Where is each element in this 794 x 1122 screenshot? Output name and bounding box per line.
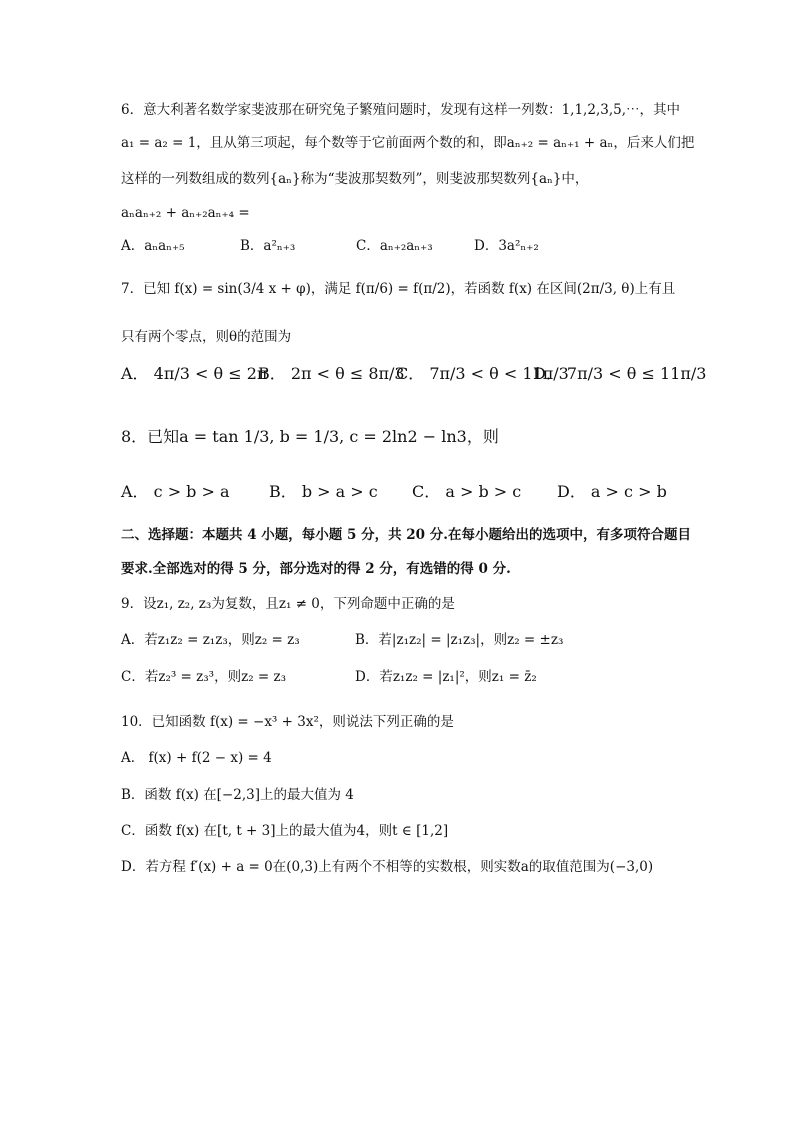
q10-line-1: 10．已知函数 f(x) = −x³ + 3x²，则说法下列正确的是 — [121, 714, 454, 730]
q7-option-a: A． 4π/3 < θ ≤ 2π — [121, 364, 268, 383]
section-2-heading-line-2: 要求.全部选对的得 5 分，部分选对的得 2 分，有选错的得 0 分. — [121, 561, 511, 577]
q8-option-b: B． b > a > c — [269, 482, 378, 501]
q6-line-3: 这样的一列数组成的数列{aₙ}称为“斐波那契数列”，则斐波那契数列{aₙ}中， — [121, 171, 589, 187]
q7-option-c: C． 7π/3 < θ < 11π/3 — [396, 364, 569, 383]
q7-line-2: 只有两个零点，则θ的范围为 — [121, 329, 292, 345]
q6-option-a: A．aₙaₙ₊₅ — [121, 238, 185, 254]
q7-line-1: 7．已知 f(x) = sin(3/4 x + φ)，满足 f(π/6) = f(π/2)，若函数 f(x) 在区间(2π/3, θ)上有且 — [121, 281, 676, 297]
q8-option-d: D． a > c > b — [557, 482, 667, 501]
q6-line-4: aₙaₙ₊₂ + aₙ₊₂aₙ₊₄ = — [121, 205, 250, 221]
q6-option-d: D．3a²ₙ₊₂ — [474, 238, 539, 254]
q8-option-c: C． a > b > c — [412, 482, 522, 501]
q10-option-d: D．若方程 f′(x) + a = 0在(0,3)上有两个不相等的实数根，则实数a的取值范围为(−3,0) — [121, 859, 654, 875]
q6-option-c: C．aₙ₊₂aₙ₊₃ — [356, 238, 433, 254]
q6-line-2: a₁ = a₂ = 1，且从第三项起，每个数等于它前面两个数的和，即aₙ₊₂ = aₙ₊₁ + aₙ，后来人们把 — [121, 135, 695, 151]
q10-option-a: A． f(x) + f(2 − x) = 4 — [121, 750, 272, 766]
section-2-heading-line-1: 二、选择题：本题共 4 小题，每小题 5 分，共 20 分.在每小题给出的选项中，有多项符合题目 — [121, 527, 691, 543]
q7-option-d: D． 7π/3 < θ ≤ 11π/3 — [533, 364, 707, 383]
q10-option-b: B．函数 f(x) 在[−2,3]上的最大值为 4 — [121, 787, 354, 803]
q9-option-c: C．若z₂³ = z₃³，则z₂ = z₃ — [121, 669, 287, 685]
q9-line-1: 9．设z₁, z₂, z₃为复数，且z₁ ≠ 0，下列命题中正确的是 — [121, 596, 455, 612]
q7-option-b: B． 2π < θ ≤ 8π/3 — [258, 364, 405, 383]
q6-line-1: 6．意大利著名数学家斐波那在研究兔子繁殖问题时，发现有这样一列数：1,1,2,3,5,⋯，其中 — [121, 102, 680, 118]
q8-line-1: 8．已知a = tan 1/3, b = 1/3, c = 2ln2 − ln3，则 — [121, 427, 499, 446]
q9-option-d: D．若z₁z₂ = |z₁|²，则z₁ = z̄₂ — [355, 669, 537, 685]
q9-option-b: B．若|z₁z₂| = |z₁z₃|，则z₂ = ±z₃ — [355, 632, 564, 648]
q6-option-b: B．a²ₙ₊₃ — [240, 238, 296, 254]
q10-option-c: C．函数 f(x) 在[t, t + 3]上的最大值为4，则t ∈ [1,2] — [121, 823, 449, 839]
q8-option-a: A． c > b > a — [121, 482, 230, 501]
q9-option-a: A．若z₁z₂ = z₁z₃，则z₂ = z₃ — [121, 632, 300, 648]
